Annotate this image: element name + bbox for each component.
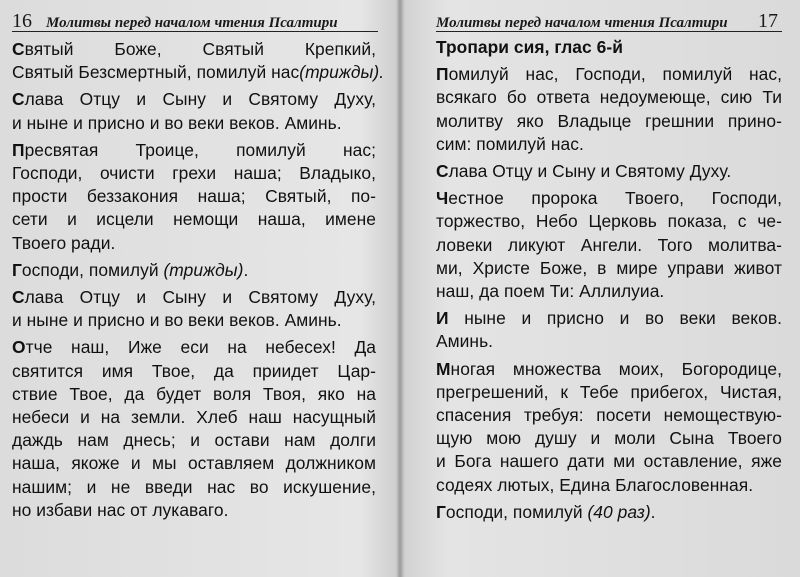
text-line — [436, 404, 782, 427]
rubric: (трижды). — [299, 62, 385, 83]
line-text: ногая множества моих, Богородице, — [450, 358, 782, 379]
line-text: прегрешений, к Тебе прибегох, Чистая, — [436, 381, 782, 402]
line-text: спасения требуя: посети немоществую- — [436, 405, 782, 426]
line-text: Твоего ради. — [12, 232, 116, 253]
initial-letter: О — [12, 337, 26, 358]
text-line — [436, 187, 782, 210]
text-line — [12, 286, 376, 309]
initial-letter: П — [436, 64, 449, 85]
text-line — [12, 476, 376, 499]
prayer-paragraph — [12, 88, 376, 134]
line-text: Господи, очисти грехи наша; Владыко, — [12, 163, 376, 184]
text-line — [436, 210, 782, 233]
prayer-paragraph — [12, 336, 376, 522]
text-line — [436, 257, 782, 280]
text-line — [12, 208, 376, 231]
line-text: лава Отцу и Сыну и Святому Духу, — [24, 287, 376, 308]
text-line — [12, 406, 376, 429]
right-page-text — [436, 36, 782, 524]
text-line — [436, 86, 782, 109]
text-line — [436, 280, 782, 303]
line-text: ловеки ликуют Ангели. Того молитва- — [436, 234, 782, 255]
line-text: даждь нам днесь; и остави нам долги — [12, 430, 376, 451]
text-line — [436, 474, 782, 497]
line-text: сим: помилуй нас. — [436, 133, 584, 154]
initial-letter: С — [436, 161, 449, 182]
text-line — [12, 336, 376, 359]
prayer-paragraph — [12, 38, 385, 84]
text-line — [12, 259, 376, 282]
left-page — [0, 0, 398, 577]
line-text: Святый Безсмертный, помилуй нас — [12, 62, 300, 83]
text-line — [12, 383, 376, 406]
line-text: щую мою душу и моли Сына Твоего — [436, 428, 782, 449]
line-text: лава Отцу и Сыну и Святому Духу. — [448, 161, 732, 182]
prayer-paragraph — [436, 307, 782, 353]
line-text: прости беззакония наша; Святый, по- — [12, 186, 376, 207]
prayer-paragraph — [436, 187, 782, 303]
prayer-paragraph — [436, 63, 782, 156]
text-line — [12, 38, 376, 61]
prayer-paragraph — [436, 160, 782, 183]
line-text: содеях лютых, Едина Благословенная. — [436, 474, 754, 495]
prayer-paragraph — [12, 286, 376, 332]
prayer-paragraph — [12, 139, 376, 255]
text-line — [12, 360, 376, 383]
line-text: и ныне и присно и во веки веков. Аминь. — [12, 112, 342, 133]
line-text: ныне и присно и во веки веков. — [448, 308, 782, 329]
initial-letter: С — [12, 287, 25, 308]
text-line — [12, 499, 376, 522]
right-running-head — [436, 0, 782, 32]
initial-letter: М — [436, 358, 451, 379]
line-text: наш, да поем Ти: Аллилуиа. — [436, 281, 665, 302]
text-line — [12, 139, 376, 162]
prayer-paragraph — [436, 358, 782, 497]
text-line — [436, 307, 782, 330]
line-text: тче наш, Иже еси на небесех! Да — [25, 337, 376, 358]
text-line — [436, 160, 782, 183]
line-text: торжество, Небо Церковь показа, с че- — [436, 211, 782, 232]
text-line — [12, 88, 376, 111]
trailing-punctuation: . — [650, 501, 656, 522]
line-text: небеси и на земли. Хлеб наш насущный — [12, 407, 376, 428]
line-text: ресвятая Троице, помилуй нас; — [24, 139, 376, 160]
left-running-head-title: Молитвы перед началом чтения Псалтири — [46, 15, 338, 31]
line-text: нашим; и не введи нас во искушение, — [12, 476, 376, 497]
line-text: святится имя Твое, да приидет Цар- — [12, 360, 376, 381]
text-line — [12, 452, 376, 475]
text-line — [436, 381, 782, 404]
right-page — [404, 0, 800, 577]
rubric: (трижды) — [163, 259, 244, 280]
line-text: вятый Боже, Святый Крепкий, — [24, 39, 376, 59]
right-page-number: 17 — [758, 10, 778, 32]
line-text: естное пророка Твоего, Господи, — [448, 188, 782, 209]
rubric: (40 раз) — [587, 501, 651, 522]
left-running-head — [12, 0, 378, 32]
line-text: ствие Твое, да будет воля Твоя, яко на — [12, 383, 376, 404]
prayer-paragraph — [436, 501, 782, 524]
left-page-text — [12, 38, 385, 522]
right-running-head-title: Молитвы перед началом чтения Псалтири — [436, 15, 728, 31]
trailing-punctuation: . — [243, 259, 249, 280]
line-text: лава Отцу и Сыну и Святому Духу, — [24, 89, 376, 110]
text-line — [12, 309, 376, 332]
line-text: осподи, помилуй — [445, 501, 588, 522]
initial-letter: С — [12, 39, 25, 59]
left-page-number: 16 — [12, 10, 32, 32]
text-line — [12, 429, 376, 452]
text-line — [436, 234, 782, 257]
initial-letter: Г — [436, 501, 446, 522]
text-line — [436, 501, 782, 524]
text-line — [12, 232, 376, 255]
initial-letter: Г — [12, 259, 22, 280]
text-line — [436, 450, 782, 473]
line-text: сети и исцели немощи наша, имене — [12, 209, 376, 230]
text-line — [436, 427, 782, 450]
line-text: осподи, помилуй — [21, 259, 164, 280]
prayer-paragraph — [12, 259, 376, 282]
initial-letter: П — [12, 139, 25, 160]
text-line — [436, 133, 782, 156]
line-text: ми, Христе Боже, в мире управи живот — [436, 257, 782, 278]
initial-letter: Ч — [436, 188, 449, 209]
line-text: и ныне и присно и во веки веков. Аминь. — [12, 310, 342, 331]
text-line — [12, 185, 376, 208]
text-line — [436, 110, 782, 133]
text-line — [12, 162, 376, 185]
text-line — [12, 112, 376, 135]
text-line — [12, 61, 385, 84]
line-text: и Бога нашего дати ми оставление, яже — [436, 451, 782, 472]
line-text: но избави нас от лукаваго. — [12, 499, 229, 520]
line-text: наша, якоже и мы оставляем должником — [12, 453, 376, 474]
troparia-heading: Тропари сия, глас 6-й — [436, 37, 623, 57]
line-text: омилуй нас, Господи, помилуй нас, — [448, 64, 782, 85]
text-line — [436, 358, 782, 381]
line-text: всякаго бо ответа недоумеюще, сию Ти — [436, 87, 782, 108]
line-text: Аминь. — [436, 331, 494, 352]
text-line — [436, 63, 782, 86]
initial-letter: И — [436, 308, 449, 329]
initial-letter: С — [12, 89, 25, 110]
text-line — [436, 330, 782, 353]
line-text: молитву яко Владыце грешнии прино- — [436, 110, 782, 131]
